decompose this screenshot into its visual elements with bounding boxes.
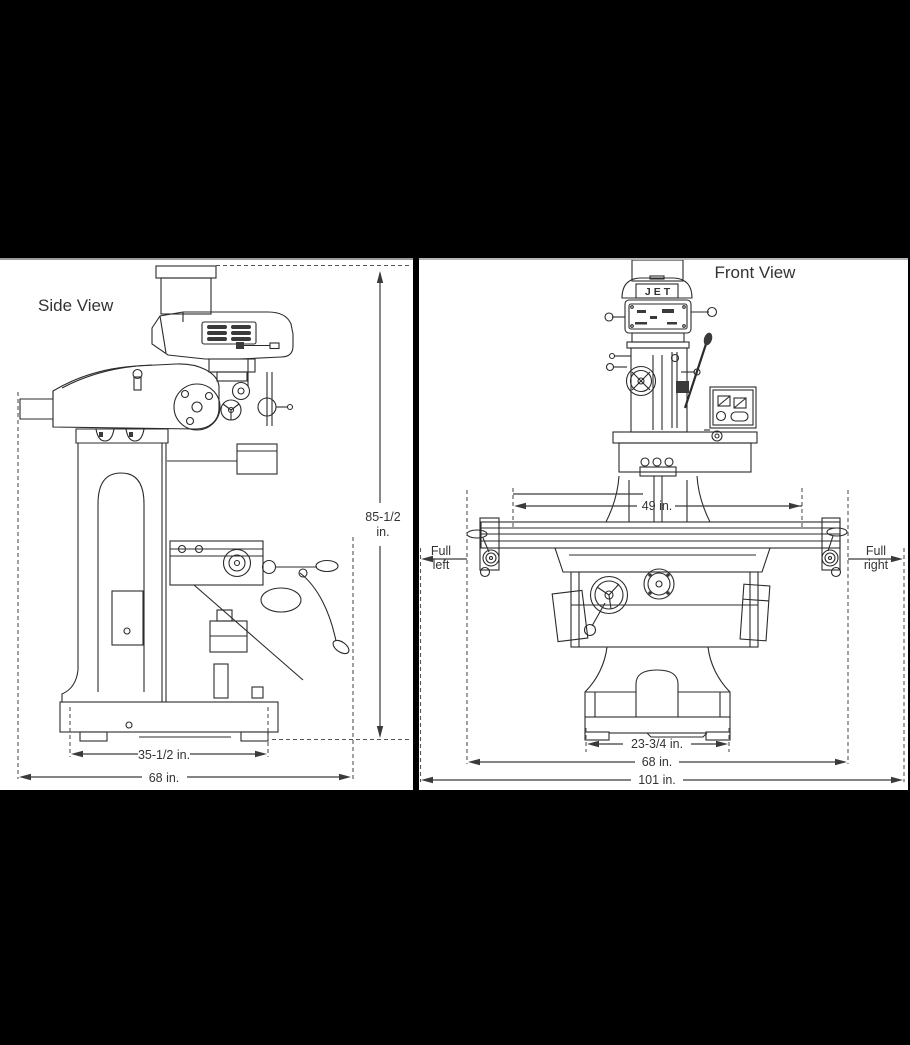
full-left-label-2: left [432, 558, 450, 572]
front-machine-label: 68 in. [641, 755, 673, 769]
front-overall-dimension [421, 773, 903, 787]
jet-logo: JET [644, 286, 674, 298]
front-overall-label: 101 in. [638, 773, 676, 787]
side-view-machine [20, 266, 351, 741]
side-overall-label: 68 in. [148, 771, 180, 785]
side-height-label-value: 85-1/2 [365, 510, 401, 524]
front-view-title: Front View [714, 263, 796, 282]
side-view-drawing [0, 260, 413, 788]
side-height-dimension [216, 266, 411, 740]
full-left-annotation [421, 490, 468, 782]
front-table-label: 49 in. [641, 499, 673, 513]
side-view-panel [0, 258, 413, 790]
table-crank-left [467, 518, 499, 577]
front-view-drawing [419, 260, 908, 788]
front-machine-dimension [468, 755, 847, 769]
side-height-label-unit: in. [376, 525, 390, 539]
full-right-label-1: Full [865, 544, 887, 558]
electrical-box [710, 387, 756, 428]
front-view-panel [419, 258, 908, 790]
side-overall-dimension [18, 392, 353, 785]
full-right-label-2: right [863, 558, 889, 572]
full-left-label-1: Full [430, 544, 452, 558]
speed-housing-markings [635, 309, 677, 325]
table-crank-right [822, 518, 847, 577]
vent-slats [207, 325, 251, 341]
front-base-label: 23-3/4 in. [630, 737, 684, 751]
full-right-annotation [848, 490, 904, 782]
side-base-label: 35-1/2 in. [137, 748, 191, 762]
side-view-title: Side View [38, 296, 114, 315]
